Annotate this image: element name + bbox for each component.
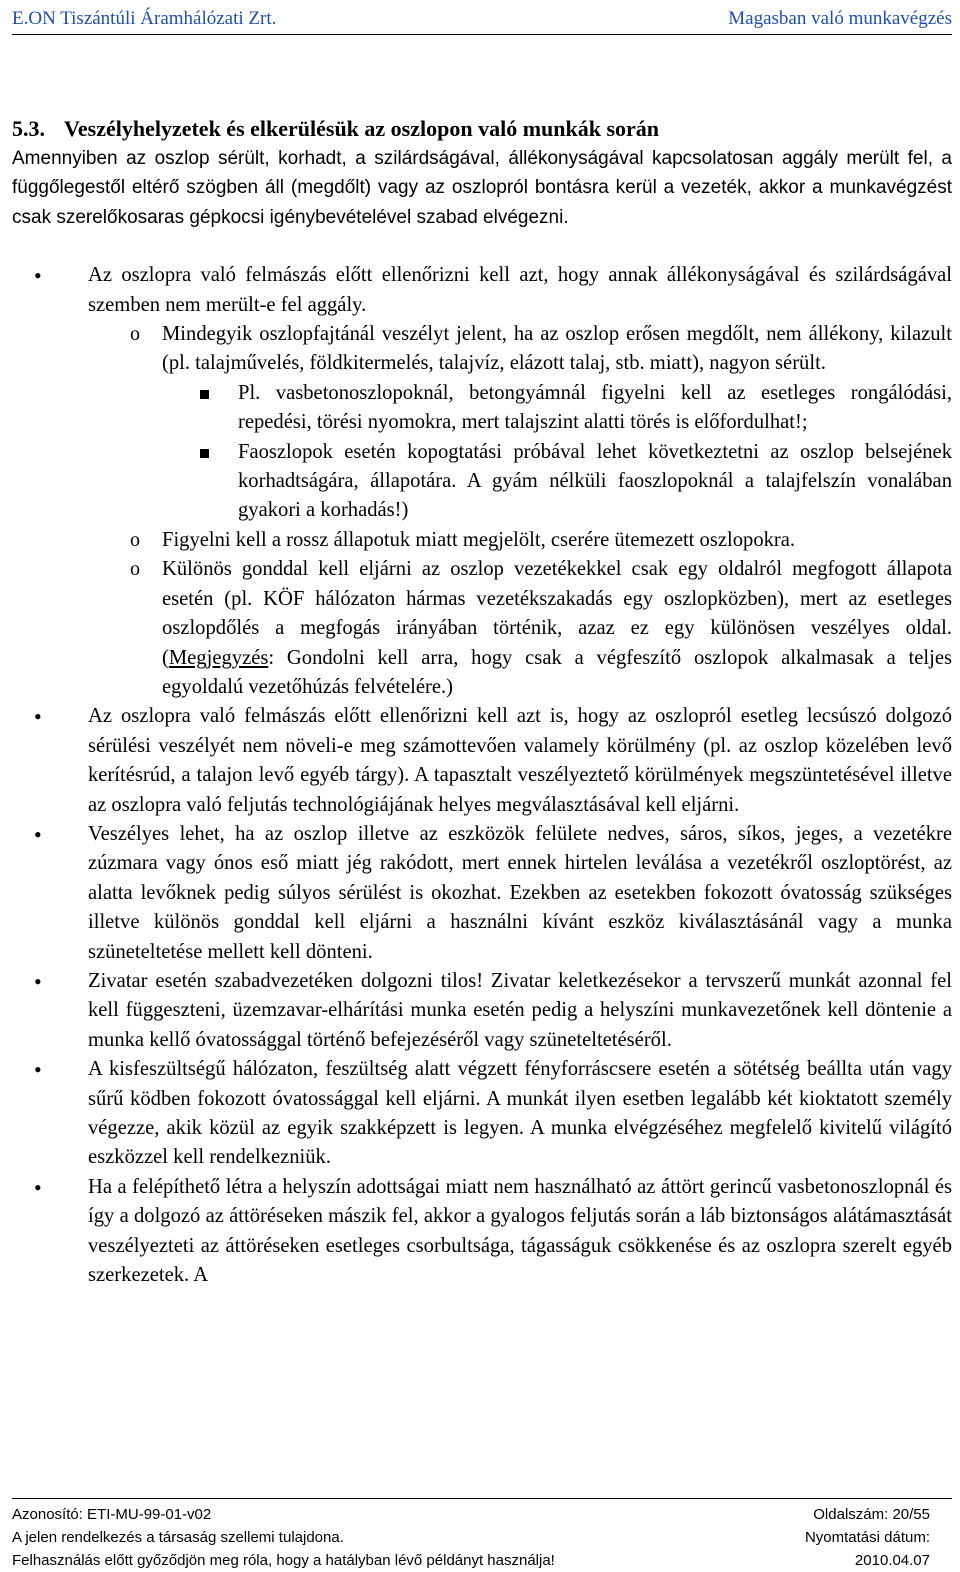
list-item (12, 820, 952, 967)
list-item (12, 526, 952, 555)
list-item-text: A kisfeszültségű hálózaton, feszültség alatt végzett fényforráscsere esetén a sötétség beállta után vagy sűrű ködben fokozott óvatossággal kell eljárni. A munkát ilyen esetben legalább két kioktatott személy végezze, akik közül az egyik szakképzett is legyen. A munka elvégzéséhez megfelelő kivitelű világító eszközzel kell rendelkezniük. (88, 1058, 952, 1169)
bullet-icon: • (34, 1057, 42, 1083)
list-item-text: Faoszlopok esetén kopogtatási próbával lehet következtetni az oszlop belsejének korhadtságára, állapotára. A gyám nélküli faoszlopoknál a talajfelszín vonalában gyakori a korhadás!) (238, 440, 952, 522)
intro-paragraph: Amennyiben az oszlop sérült, korhadt, a szilárdságával, állékonyságával kapcsolatosan aggály merült fel, a függőlegestől eltérő szögben áll (megdőlt) vagy az oszlopról bontásra kerül a vezeték, akkor a munkavégzést csak szerelőkosaras gépkocsi igénybevételével szabad elvégezni. (12, 148, 952, 228)
section-title: Veszélyhelyzetek és elkerülésük az oszlopon való munkák során (64, 116, 660, 141)
note-label: Megjegyzés (168, 646, 269, 669)
bullet-icon: • (34, 263, 42, 289)
page-header (12, 4, 952, 35)
print-date-label: Nyomtatási dátum: (804, 1529, 930, 1546)
header-document-title: Magasban való munkavégzés (728, 8, 952, 29)
section-heading (12, 114, 952, 144)
list-item (12, 555, 952, 702)
list-item-text: Figyelni kell a rossz állapotuk miatt megjelölt, cserére ütemezett oszlopokra. (162, 528, 796, 551)
list-item (12, 261, 952, 320)
list-item (12, 1173, 952, 1291)
bullet-icon: • (34, 1174, 42, 1200)
validity-warning: Felhasználás előtt győződjön meg róla, hogy a hatályban lévő példányt használja! (12, 1552, 555, 1569)
list-item (12, 702, 952, 820)
list-item-text: Az oszlopra való felmászás előtt ellenőrizni kell azt is, hogy az oszlopról esetleg lecsúszó dolgozó sérülési veszélyét nem növeli-e meg számottevően valamely körülmény (pl. az oszlop közelében levő kerítésrúd, a talajon levő egyéb tárgy). A tapasztalt veszélyeztető körülmények megszüntetésével illetve az oszlopra való feljutás technológiájának helyes megválasztásával kell eljárni. (88, 705, 952, 816)
ownership-note: A jelen rendelkezés a társaság szellemi tulajdona. (12, 1529, 344, 1546)
document-id: Azonosító: ETI-MU-99-01-v02 (12, 1506, 212, 1523)
list-item-text: Az oszlopra való felmászás előtt ellenőrizni kell azt, hogy annak állékonyságával és szilárdságával szemben nem merült-e fel aggály. (88, 264, 952, 316)
bullet-icon: • (34, 704, 42, 730)
list-item-main: Különös gonddal kell eljárni az oszlop vezetékekkel csak egy oldalról megfogott állapota esetén (pl. KÖF hálózaton hármas vezetékszakadás egy oszlopközben), mert az esetleges oszlopdőlés a megfogás irányában történik, azaz ez egy különösen veszélyes oldal. ( (162, 558, 952, 669)
circle-bullet-icon: o (130, 528, 140, 551)
list-item-text: Mindegyik oszlopfajtánál veszélyt jelent, ha az oszlop erősen megdőlt, nem állékony, kilazult (pl. talajművelés, földkitermelés, talajvíz, elázott talaj, stb. miatt), nagyon sérült. (162, 323, 952, 375)
page-footer (12, 1498, 952, 1572)
square-bullet-icon (200, 449, 209, 458)
list-item (12, 320, 952, 379)
circle-bullet-icon: o (130, 558, 140, 581)
list-item (12, 1055, 952, 1173)
bullet-icon: • (34, 968, 42, 994)
print-date: 2010.04.07 (854, 1552, 930, 1569)
header-company: E.ON Tiszántúli Áramhálózati Zrt. (12, 8, 277, 29)
square-bullet-icon (200, 390, 209, 399)
note-text: : Gondolni kell arra, hogy csak a végfeszítő oszlopok alkalmasak a teljes egyoldalú vezetőhúzás felvételére.) (162, 646, 952, 698)
circle-bullet-icon: o (130, 323, 140, 346)
list-item-text: Veszélyes lehet, ha az oszlop illetve az eszközök felülete nedves, sáros, síkos, jeges, a vezetékre zúzmara vagy ónos eső miatt jég rakódott, mert ennek hirtelen leválása a vezetékről oszloptörést, az alatta levőknek pedig súlyos sérülést is okozhat. Ezekben az esetekben fokozott óvatosság szükséges illetve különös gonddal kell eljárni a használni kívánt eszköz kiválasztásánál vagy a munka szüneteltetése mellett kell dönteni. (88, 822, 952, 963)
bullet-icon: • (34, 821, 42, 847)
page-number: Oldalszám: 20/55 (813, 1506, 930, 1523)
section-number: 5.3. (12, 116, 45, 141)
list-item (12, 379, 952, 438)
list-item-text: Ha a felépíthető létra a helyszín adottságai miatt nem használható az áttört gerincű vasbetonoszlopnál és így a dolgozó az áttöréseken mászik fel, akkor a gyalogos feljutás során a láb biztonságos alátámasztását veszélyezteti az áttöréseken esetleges csorbultsága, tágasságuk csökkenése és az oszlopra szerelt egyéb szerkezetek. A (88, 1175, 952, 1287)
list-item-text (162, 555, 952, 702)
list-item (12, 967, 952, 1055)
list-item (12, 438, 952, 526)
list-item-text: Zivatar esetén szabadvezetéken dolgozni tilos! Zivatar keletkezésekor a tervszerű munkát azonnal fel kell függeszteni, üzemzavar-elhárítási munka esetén pedig a helyszíni munkavezetőnek kell döntenie a munka kellő óvatossággal történő befejezéséről vagy szüneteltetéséről. (88, 969, 952, 1051)
document-body (12, 114, 952, 1290)
list-item-text: Pl. vasbetonoszlopoknál, betongyámnál figyelni kell az esetleges rongálódási, repedési, törési nyomokra, mert talajszint alatti törés is előfordulhat!; (238, 381, 952, 434)
